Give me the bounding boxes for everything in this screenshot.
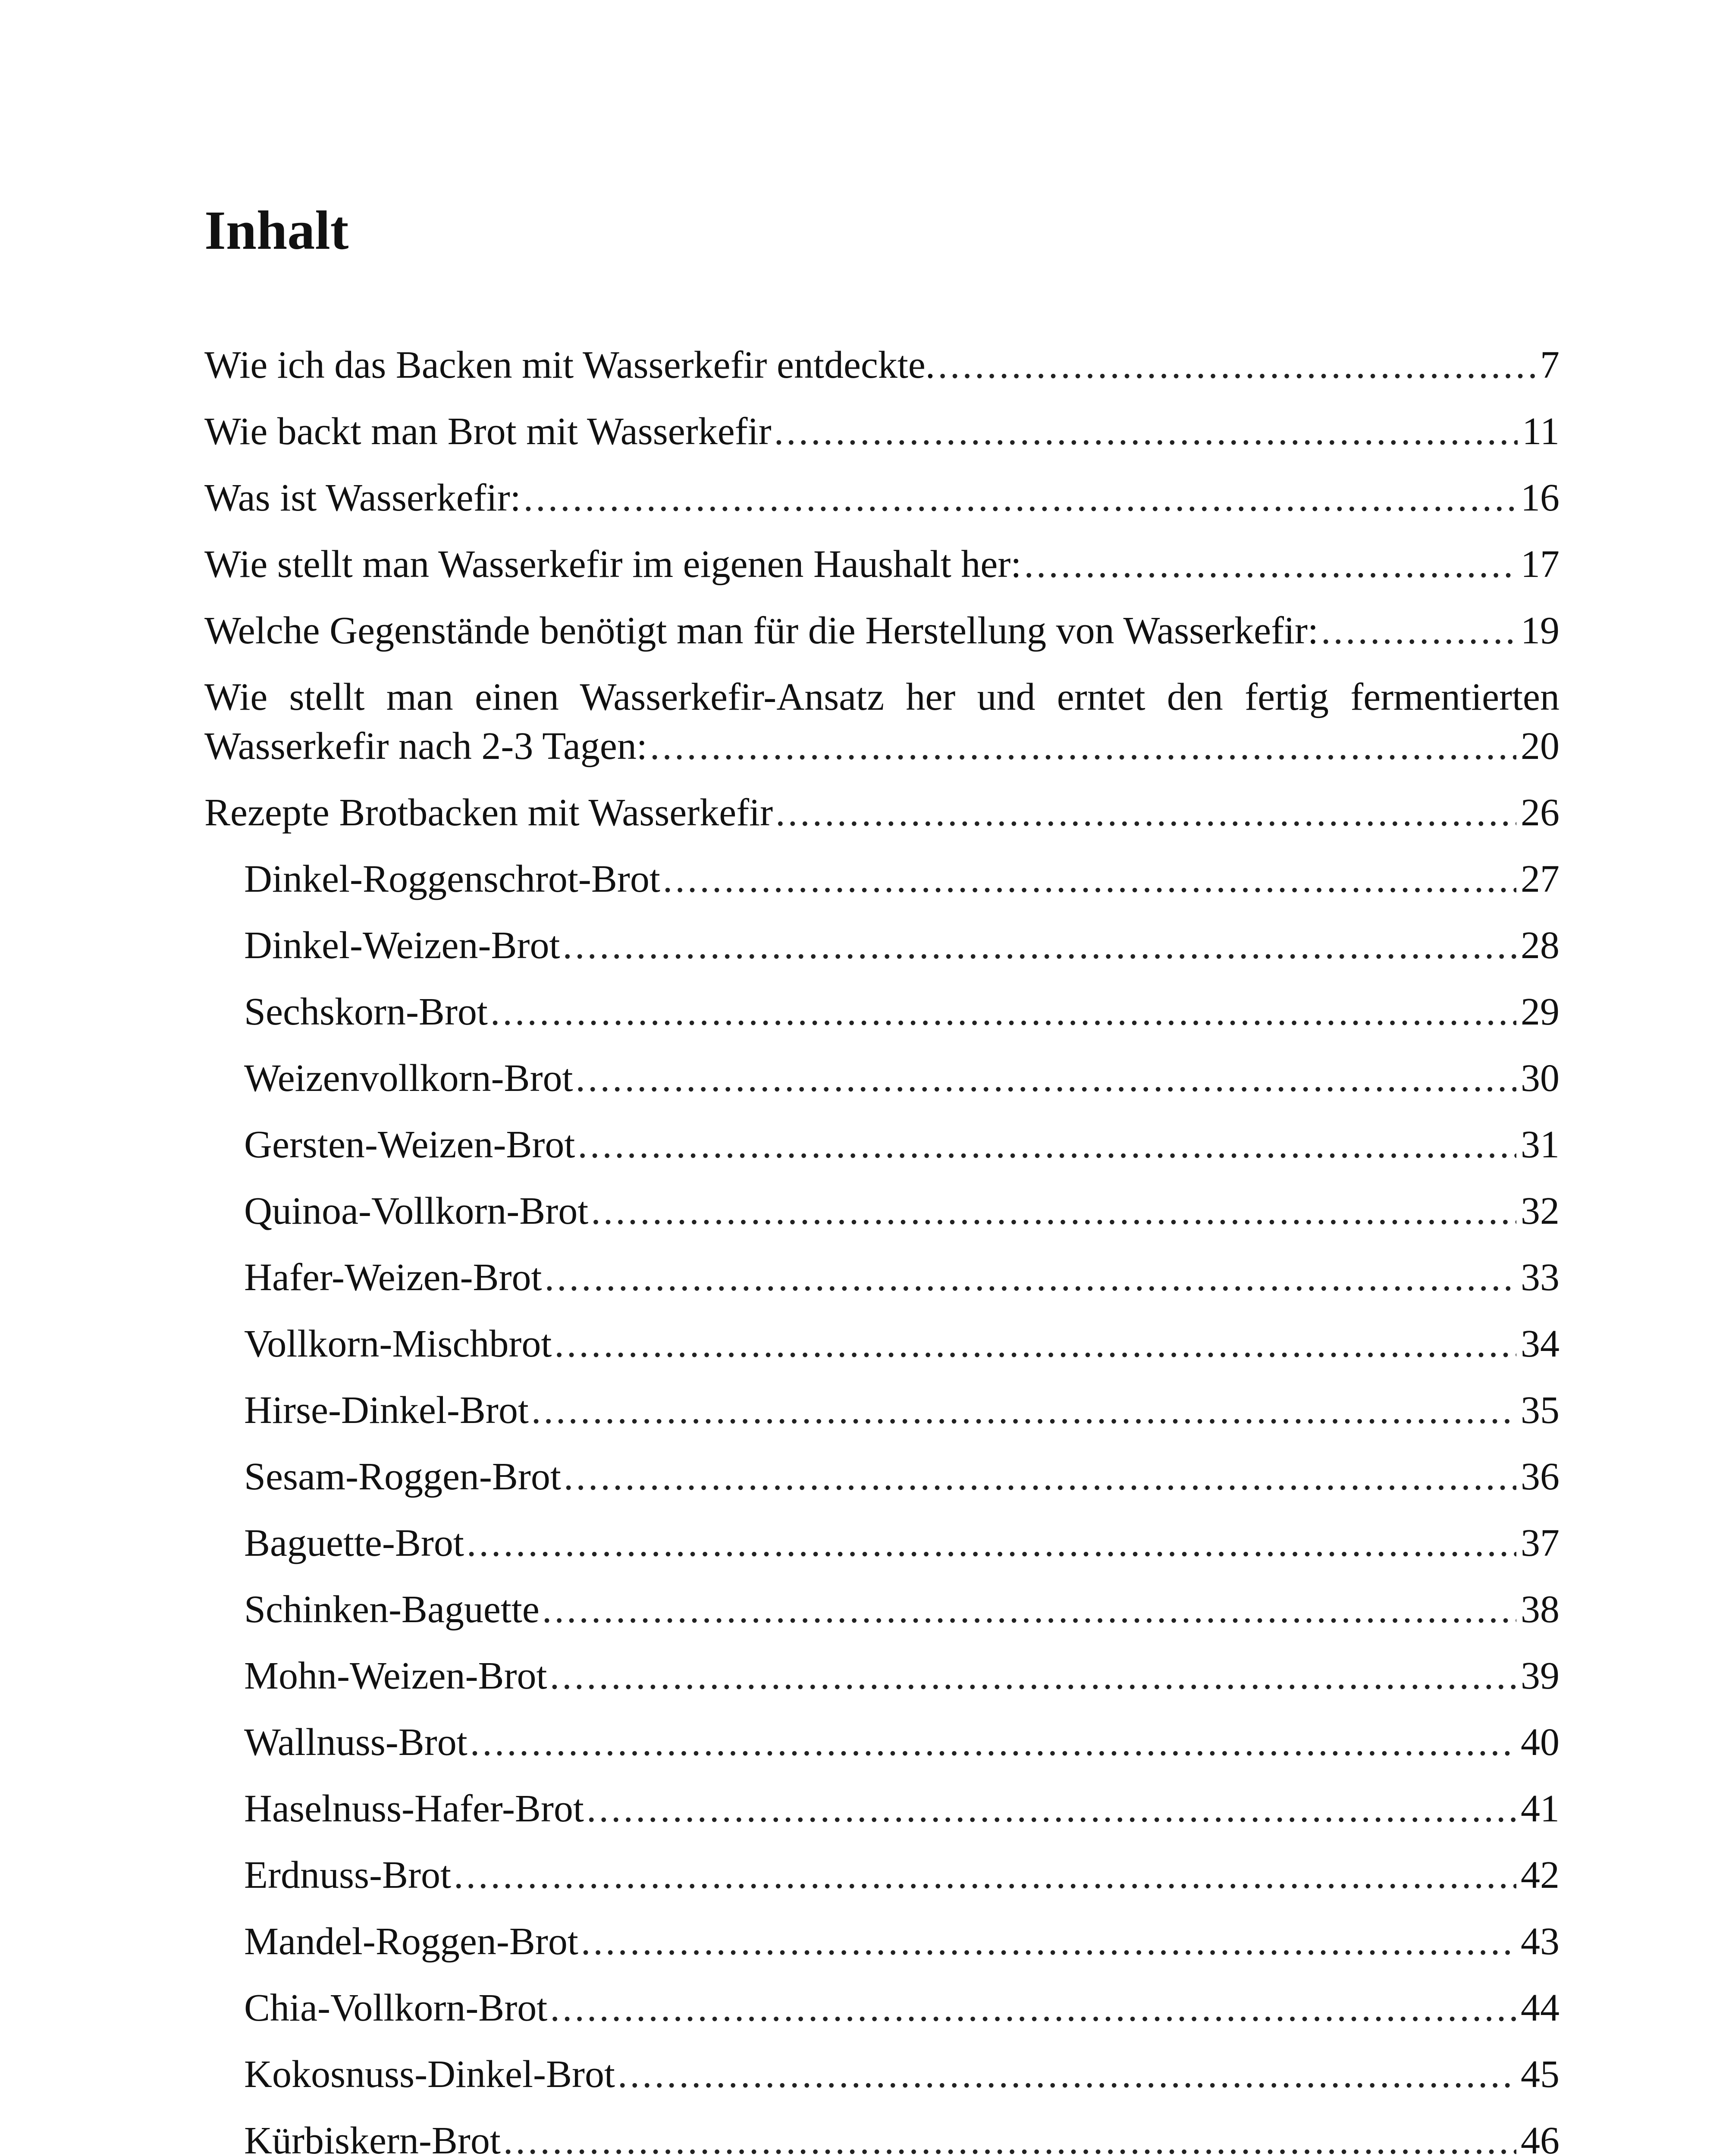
toc-subentry-title: Hirse-Dinkel-Brot bbox=[244, 1389, 529, 1432]
toc-entry[interactable] bbox=[204, 473, 1559, 523]
toc-page-number: 29 bbox=[1521, 990, 1559, 1033]
toc-entry[interactable] bbox=[204, 788, 1559, 837]
toc-subentry-title: Vollkorn-Mischbrot bbox=[244, 1322, 552, 1365]
dot-leader bbox=[503, 2116, 1516, 2156]
toc-entry-title: Rezepte Brotbacken mit Wasserkefir bbox=[204, 791, 773, 834]
dot-leader bbox=[470, 1718, 1516, 1767]
toc-subentry[interactable] bbox=[204, 1054, 1559, 1103]
toc-subentry-title: Kürbiskern-Brot bbox=[244, 2119, 501, 2156]
dot-leader bbox=[550, 1984, 1516, 2033]
toc-heading: Inhalt bbox=[204, 200, 349, 261]
dot-leader bbox=[618, 2050, 1516, 2099]
toc-subentry[interactable] bbox=[204, 1319, 1559, 1369]
toc-page-number: 7 bbox=[1540, 344, 1559, 386]
toc-entry-continuation bbox=[204, 722, 1559, 771]
toc-subentry-title: Sesam-Roggen-Brot bbox=[244, 1455, 561, 1498]
dot-leader bbox=[564, 1452, 1516, 1501]
toc-page-number: 44 bbox=[1521, 1987, 1559, 2029]
toc-subentry-title: Sechskorn-Brot bbox=[244, 990, 488, 1033]
toc-subentry[interactable] bbox=[204, 1386, 1559, 1435]
toc-subentry[interactable] bbox=[204, 1519, 1559, 1568]
toc-entry[interactable] bbox=[204, 540, 1559, 589]
toc-subentry[interactable] bbox=[204, 1585, 1559, 1634]
toc-entry-title: Wie ich das Backen mit Wasserkefir entdeckte. bbox=[204, 344, 935, 386]
toc-page-number: 42 bbox=[1521, 1854, 1559, 1896]
toc-subentry[interactable] bbox=[204, 855, 1559, 904]
toc-subentry[interactable] bbox=[204, 1651, 1559, 1701]
toc-subentry-title: Kokosnuss-Dinkel-Brot bbox=[244, 2053, 615, 2096]
toc-page-number: 32 bbox=[1521, 1190, 1559, 1232]
table-of-contents bbox=[204, 341, 1559, 2156]
toc-subentry-title: Chia-Vollkorn-Brot bbox=[244, 1987, 548, 2029]
toc-page-number: 46 bbox=[1521, 2119, 1559, 2156]
toc-page-number: 19 bbox=[1521, 609, 1559, 652]
toc-subentry-title: Hafer-Weizen-Brot bbox=[244, 1256, 542, 1299]
dot-leader bbox=[1321, 606, 1516, 655]
toc-page-number: 40 bbox=[1521, 1721, 1559, 1764]
dot-leader bbox=[587, 1784, 1516, 1833]
toc-page-number: 39 bbox=[1521, 1655, 1559, 1697]
toc-page-number: 35 bbox=[1521, 1389, 1559, 1432]
dot-leader bbox=[524, 473, 1516, 523]
toc-subentry-title: Haselnuss-Hafer-Brot bbox=[244, 1787, 584, 1830]
toc-subentry-title: Mandel-Roggen-Brot bbox=[244, 1920, 578, 1963]
dot-leader bbox=[1024, 540, 1516, 589]
dot-leader bbox=[542, 1585, 1516, 1634]
toc-subentry[interactable] bbox=[204, 1984, 1559, 2033]
toc-page-number: 41 bbox=[1521, 1787, 1559, 1830]
toc-page-number: 45 bbox=[1521, 2053, 1559, 2096]
toc-subentry-title: Baguette-Brot bbox=[244, 1522, 464, 1564]
toc-subentry[interactable] bbox=[204, 1784, 1559, 1833]
toc-entry[interactable] bbox=[204, 407, 1559, 456]
toc-subentry-title: Quinoa-Vollkorn-Brot bbox=[244, 1190, 589, 1232]
toc-page-number: 20 bbox=[1521, 725, 1559, 768]
dot-leader bbox=[591, 1187, 1516, 1236]
toc-page-number: 34 bbox=[1521, 1322, 1559, 1365]
toc-subentry-title: Wallnuss-Brot bbox=[244, 1721, 468, 1764]
toc-subentry[interactable] bbox=[204, 1851, 1559, 1900]
toc-page-number: 38 bbox=[1521, 1588, 1559, 1631]
toc-page-number: 43 bbox=[1521, 1920, 1559, 1963]
dot-leader bbox=[775, 788, 1516, 837]
toc-subentry-title: Dinkel-Roggenschrot-Brot bbox=[244, 858, 660, 900]
toc-page-number: 37 bbox=[1521, 1522, 1559, 1564]
toc-page-number: 28 bbox=[1521, 924, 1559, 967]
toc-subentry-title: Gersten-Weizen-Brot bbox=[244, 1123, 575, 1166]
toc-entry-title-line2: Wasserkefir nach 2-3 Tagen: bbox=[204, 725, 647, 768]
dot-leader bbox=[550, 1651, 1516, 1701]
dot-leader bbox=[577, 1120, 1516, 1169]
dot-leader bbox=[650, 722, 1516, 771]
dot-leader bbox=[490, 987, 1516, 1037]
toc-entry-title: Was ist Wasserkefir: bbox=[204, 476, 521, 519]
dot-leader bbox=[663, 855, 1516, 904]
toc-entry-title: Wie stellt man Wasserkefir im eigenen Haushalt her: bbox=[204, 543, 1022, 586]
dot-leader bbox=[938, 341, 1536, 390]
toc-entry-title-line1: Wie stellt man einen Wasserkefir-Ansatz her und erntet den fertig fermentierten bbox=[204, 676, 1559, 718]
toc-entry[interactable] bbox=[204, 673, 1559, 771]
toc-entry[interactable] bbox=[204, 341, 1559, 390]
dot-leader bbox=[467, 1519, 1516, 1568]
toc-subentry[interactable] bbox=[204, 1120, 1559, 1169]
dot-leader bbox=[531, 1386, 1516, 1435]
toc-subentry-title: Schinken-Baguette bbox=[244, 1588, 540, 1631]
toc-subentry-title: Dinkel-Weizen-Brot bbox=[244, 924, 560, 967]
toc-subentry[interactable] bbox=[204, 987, 1559, 1037]
toc-page-number: 16 bbox=[1521, 476, 1559, 519]
dot-leader bbox=[554, 1319, 1516, 1369]
dot-leader bbox=[545, 1253, 1516, 1302]
toc-page-number: 30 bbox=[1521, 1057, 1559, 1100]
dot-leader bbox=[576, 1054, 1516, 1103]
toc-subentry[interactable] bbox=[204, 1253, 1559, 1302]
toc-subentry-title: Erdnuss-Brot bbox=[244, 1854, 451, 1896]
toc-page-number: 27 bbox=[1521, 858, 1559, 900]
toc-subentry[interactable] bbox=[204, 1917, 1559, 1966]
toc-page-number: 11 bbox=[1522, 410, 1559, 453]
toc-page-number: 33 bbox=[1521, 1256, 1559, 1299]
toc-subentry-title: Mohn-Weizen-Brot bbox=[244, 1655, 547, 1697]
toc-subentry[interactable] bbox=[204, 2050, 1559, 2099]
toc-page-number: 31 bbox=[1521, 1123, 1559, 1166]
toc-subentry[interactable] bbox=[204, 1718, 1559, 1767]
toc-page-number: 26 bbox=[1521, 791, 1559, 834]
toc-subentry[interactable] bbox=[204, 2116, 1559, 2156]
dot-leader bbox=[774, 407, 1518, 456]
toc-entry[interactable] bbox=[204, 606, 1559, 655]
dot-leader bbox=[562, 921, 1516, 970]
toc-subentry[interactable] bbox=[204, 921, 1559, 970]
toc-subentry-title: Weizenvollkorn-Brot bbox=[244, 1057, 573, 1100]
dot-leader bbox=[581, 1917, 1516, 1966]
dot-leader bbox=[454, 1851, 1516, 1900]
toc-entry-title: Wie backt man Brot mit Wasserkefir bbox=[204, 410, 772, 453]
toc-subentry[interactable] bbox=[204, 1187, 1559, 1236]
toc-entry-title: Welche Gegenstände benötigt man für die Herstellung von Wasserkefir: bbox=[204, 609, 1319, 652]
toc-page-number: 36 bbox=[1521, 1455, 1559, 1498]
toc-page-number: 17 bbox=[1521, 543, 1559, 586]
toc-subentry[interactable] bbox=[204, 1452, 1559, 1501]
